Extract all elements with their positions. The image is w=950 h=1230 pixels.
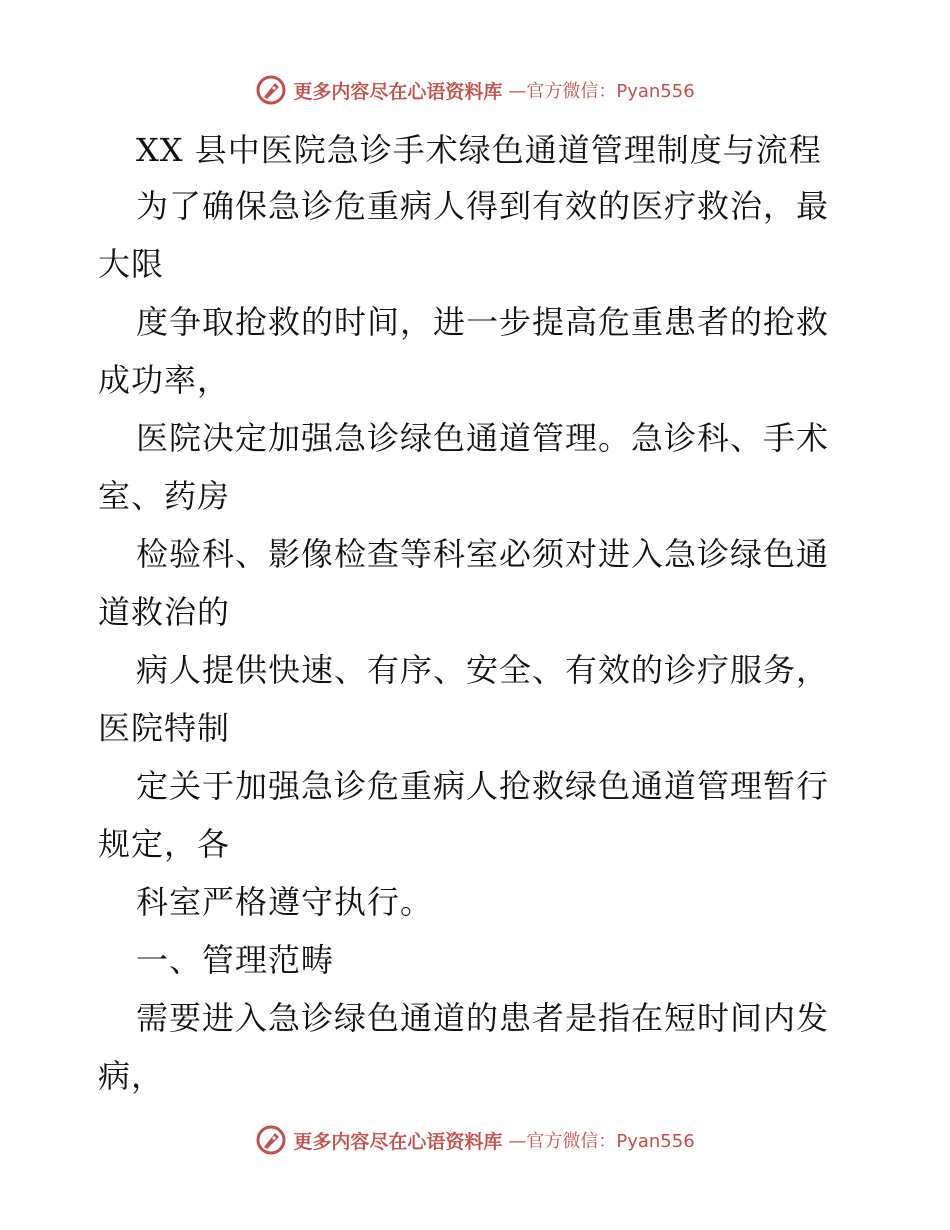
footer-banner: [0, 1120, 950, 1160]
paragraph-line: 成功率，: [98, 361, 231, 399]
pen-nib-logo-icon: [255, 74, 287, 106]
paragraph-line: 医院特制: [98, 709, 231, 747]
banner-promo-text: 更多内容尽在心语资料库: [293, 80, 503, 103]
banner-wechat-text: —官方微信：Pyan556: [508, 81, 695, 102]
paragraph-line: 病，: [98, 1057, 165, 1095]
paragraph-line: 道救治的: [98, 593, 231, 631]
paragraph-line: 需要进入急诊绿色通道的患者是指在短时间内发: [136, 999, 830, 1037]
document-title: XX 县中医院急诊手术绿色通道管理制度与流程: [136, 131, 822, 169]
paragraph-line: 医院决定加强急诊绿色通道管理。急诊科、手术: [136, 419, 830, 457]
paragraph-line: 度争取抢救的时间，进一步提高危重患者的抢救: [136, 303, 830, 341]
paragraph-line: 检验科、影像检查等科室必须对进入急诊绿色通: [136, 535, 830, 573]
header-banner: [0, 70, 950, 110]
paragraph-line: 为了确保急诊危重病人得到有效的医疗救治，最: [136, 187, 830, 225]
paragraph-line: 病人提供快速、有序、安全、有效的诊疗服务，: [136, 651, 830, 689]
banner-promo-text: 更多内容尽在心语资料库: [293, 1130, 503, 1153]
banner-wechat-text: —官方微信：Pyan556: [508, 1131, 695, 1152]
paragraph-line: 定关于加强急诊危重病人抢救绿色通道管理暂行: [136, 767, 830, 805]
section-heading: 一、管理范畴: [136, 941, 335, 979]
paragraph-line: 规定，各: [98, 825, 231, 863]
paragraph-line: 室、药房: [98, 477, 231, 515]
pen-nib-logo-icon: [255, 1124, 287, 1156]
paragraph-line: 科室严格遵守执行。: [136, 883, 434, 921]
paragraph-line: 大限: [98, 245, 165, 283]
